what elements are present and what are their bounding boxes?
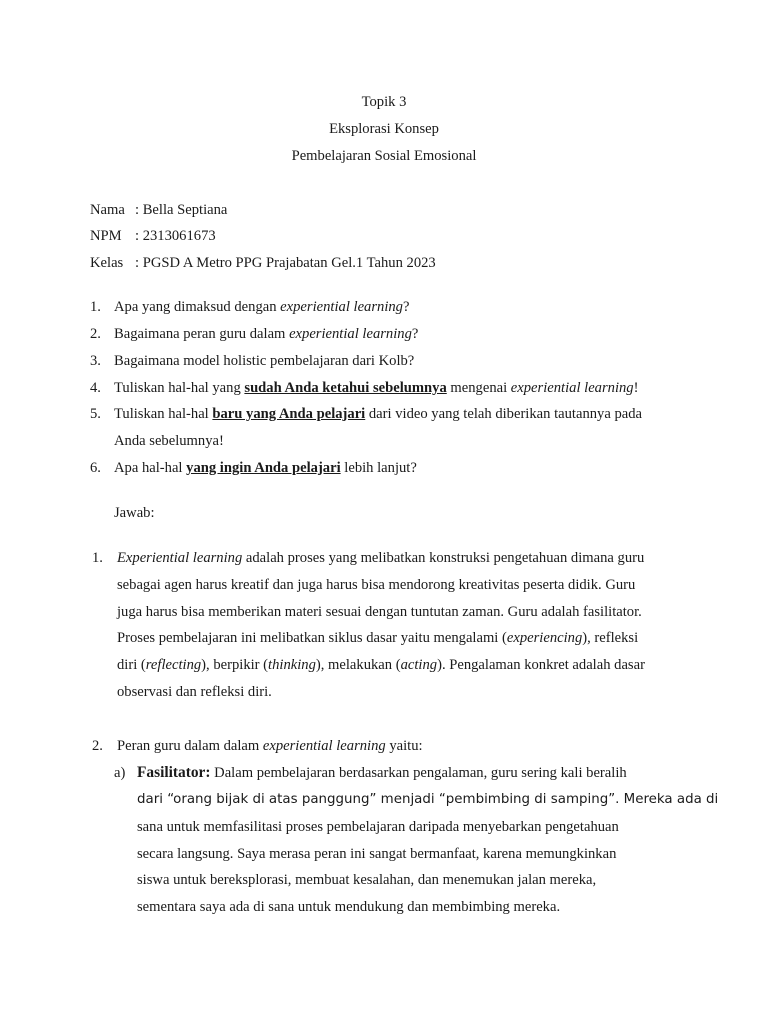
answer-2-item-a-line-5: siswa untuk bereksplorasi, membuat kesalahan, dan menemukan jalan mereka, <box>137 872 597 888</box>
answer-text: Peran guru dalam dalam <box>117 738 263 754</box>
question-text: Bagaimana model holistic pembelajaran dari Kolb? <box>114 353 415 369</box>
question-number: 2. <box>90 326 101 342</box>
question-text: Bagaimana peran guru dalam <box>114 326 290 342</box>
identity-label: NPM <box>90 228 122 244</box>
question-number: 3. <box>90 353 101 369</box>
answer-2-item-a-line-3: sana untuk memfasilitasi proses pembelajaran daripada menyebarkan pengetahuan <box>137 819 619 835</box>
question-item-5 <box>90 404 642 424</box>
topic-label: Topik 3 <box>361 94 407 110</box>
answer-1-line-5 <box>117 655 645 675</box>
document-subtitle: Eksplorasi Konsep <box>329 121 439 137</box>
answer-text: yaitu: <box>385 738 423 754</box>
identity-class-row <box>90 253 436 273</box>
question-text: Apa yang dimaksud dengan <box>114 299 281 315</box>
answer-term: acting <box>400 657 438 673</box>
question-text-end: ? <box>402 299 410 315</box>
question-text: Apa hal-hal <box>114 460 187 476</box>
question-text: Tuliskan hal-hal yang <box>114 380 245 396</box>
answer-text: ), melakukan ( <box>315 657 401 673</box>
answer-text: adalah proses yang melibatkan konstruksi pengetahuan dimana guru <box>242 550 645 566</box>
identity-label: Kelas <box>90 255 124 271</box>
answer-term: Experiential learning <box>117 550 243 566</box>
question-text-end: ? <box>411 326 419 342</box>
question-number: 6. <box>90 460 101 476</box>
answer-2-item-a-line-1 <box>114 763 627 783</box>
question-item-1 <box>90 297 409 317</box>
answer-text: Dalam pembelajaran berdasarkan pengalaman, guru sering kali beralih <box>210 765 627 781</box>
document-title: Pembelajaran Sosial Emosional <box>291 148 477 164</box>
question-emphasis: baru yang Anda pelajari <box>212 406 366 422</box>
answer-1-line-4 <box>117 628 638 648</box>
question-text-end: ! <box>633 380 639 396</box>
answer-2-item-a-line-4: secara langsung. Saya merasa peran ini sangat bermanfaat, karena memungkinkan <box>137 846 617 862</box>
answer-1-line-2: sebagai agen harus kreatif dan juga harus bisa mendorong kreativitas peserta didik. Guru <box>117 577 636 593</box>
answer-number: 1. <box>92 550 103 566</box>
answer-term: experiencing <box>506 630 583 646</box>
question-term: experiential learning <box>289 326 412 342</box>
answer-text: ), berpikir ( <box>201 657 269 673</box>
sub-item-marker: a) <box>114 765 126 781</box>
identity-label: Nama <box>90 202 125 218</box>
answer-1-line-3: juga harus bisa memberikan materi sesuai dengan tuntutan zaman. Guru adalah fasilitator. <box>117 604 642 620</box>
question-item-3 <box>90 351 414 371</box>
question-text: Tuliskan hal-hal <box>114 406 213 422</box>
answer-number: 2. <box>92 738 103 754</box>
question-item-4 <box>90 378 638 398</box>
question-term: experiential learning <box>510 380 634 396</box>
identity-npm-row <box>90 226 216 246</box>
answer-text: ), refleksi <box>582 630 639 646</box>
identity-value: : 2313061673 <box>135 228 216 244</box>
question-text-end: dari video yang telah diberikan tautannya pada <box>365 406 643 422</box>
identity-value: : PGSD A Metro PPG Prajabatan Gel.1 Tahun 2023 <box>135 255 436 271</box>
identity-value: : Bella Septiana <box>135 202 228 218</box>
answer-1-line-6: observasi dan refleksi diri. <box>117 684 272 700</box>
answer-text: Proses pembelajaran ini melibatkan siklus dasar yaitu mengalami ( <box>117 630 507 646</box>
question-item-5-cont: Anda sebelumnya! <box>114 433 224 449</box>
question-number: 5. <box>90 406 101 422</box>
question-number: 1. <box>90 299 101 315</box>
question-item-6 <box>90 458 417 478</box>
answer-term: thinking <box>268 657 316 673</box>
answer-text: diri ( <box>117 657 146 673</box>
question-text-mid: mengenai <box>446 380 511 396</box>
question-number: 4. <box>90 380 101 396</box>
answer-2-item-a-line-2: dari “orang bijak di atas panggung” menjadi “pembimbing di samping”. Mereka ada di <box>137 792 719 807</box>
answer-text: ). Pengalaman konkret adalah dasar <box>437 657 645 673</box>
sub-item-term: Fasilitator: <box>137 764 211 781</box>
answer-heading: Jawab: <box>114 505 155 521</box>
question-emphasis: sudah Anda ketahui sebelumnya <box>244 380 447 396</box>
question-item-2 <box>90 324 418 344</box>
answer-term: experiential learning <box>262 738 386 754</box>
answer-term: reflecting <box>145 657 202 673</box>
answer-2-item-a-line-6: sementara saya ada di sana untuk mendukung dan membimbing mereka. <box>137 899 561 915</box>
answer-2-intro <box>92 736 423 756</box>
question-emphasis: yang ingin Anda pelajari <box>186 460 341 476</box>
question-term: experiential learning <box>280 299 403 315</box>
answer-1-line-1 <box>92 548 644 568</box>
question-text-end: lebih lanjut? <box>340 460 417 476</box>
identity-name-row <box>90 200 227 220</box>
